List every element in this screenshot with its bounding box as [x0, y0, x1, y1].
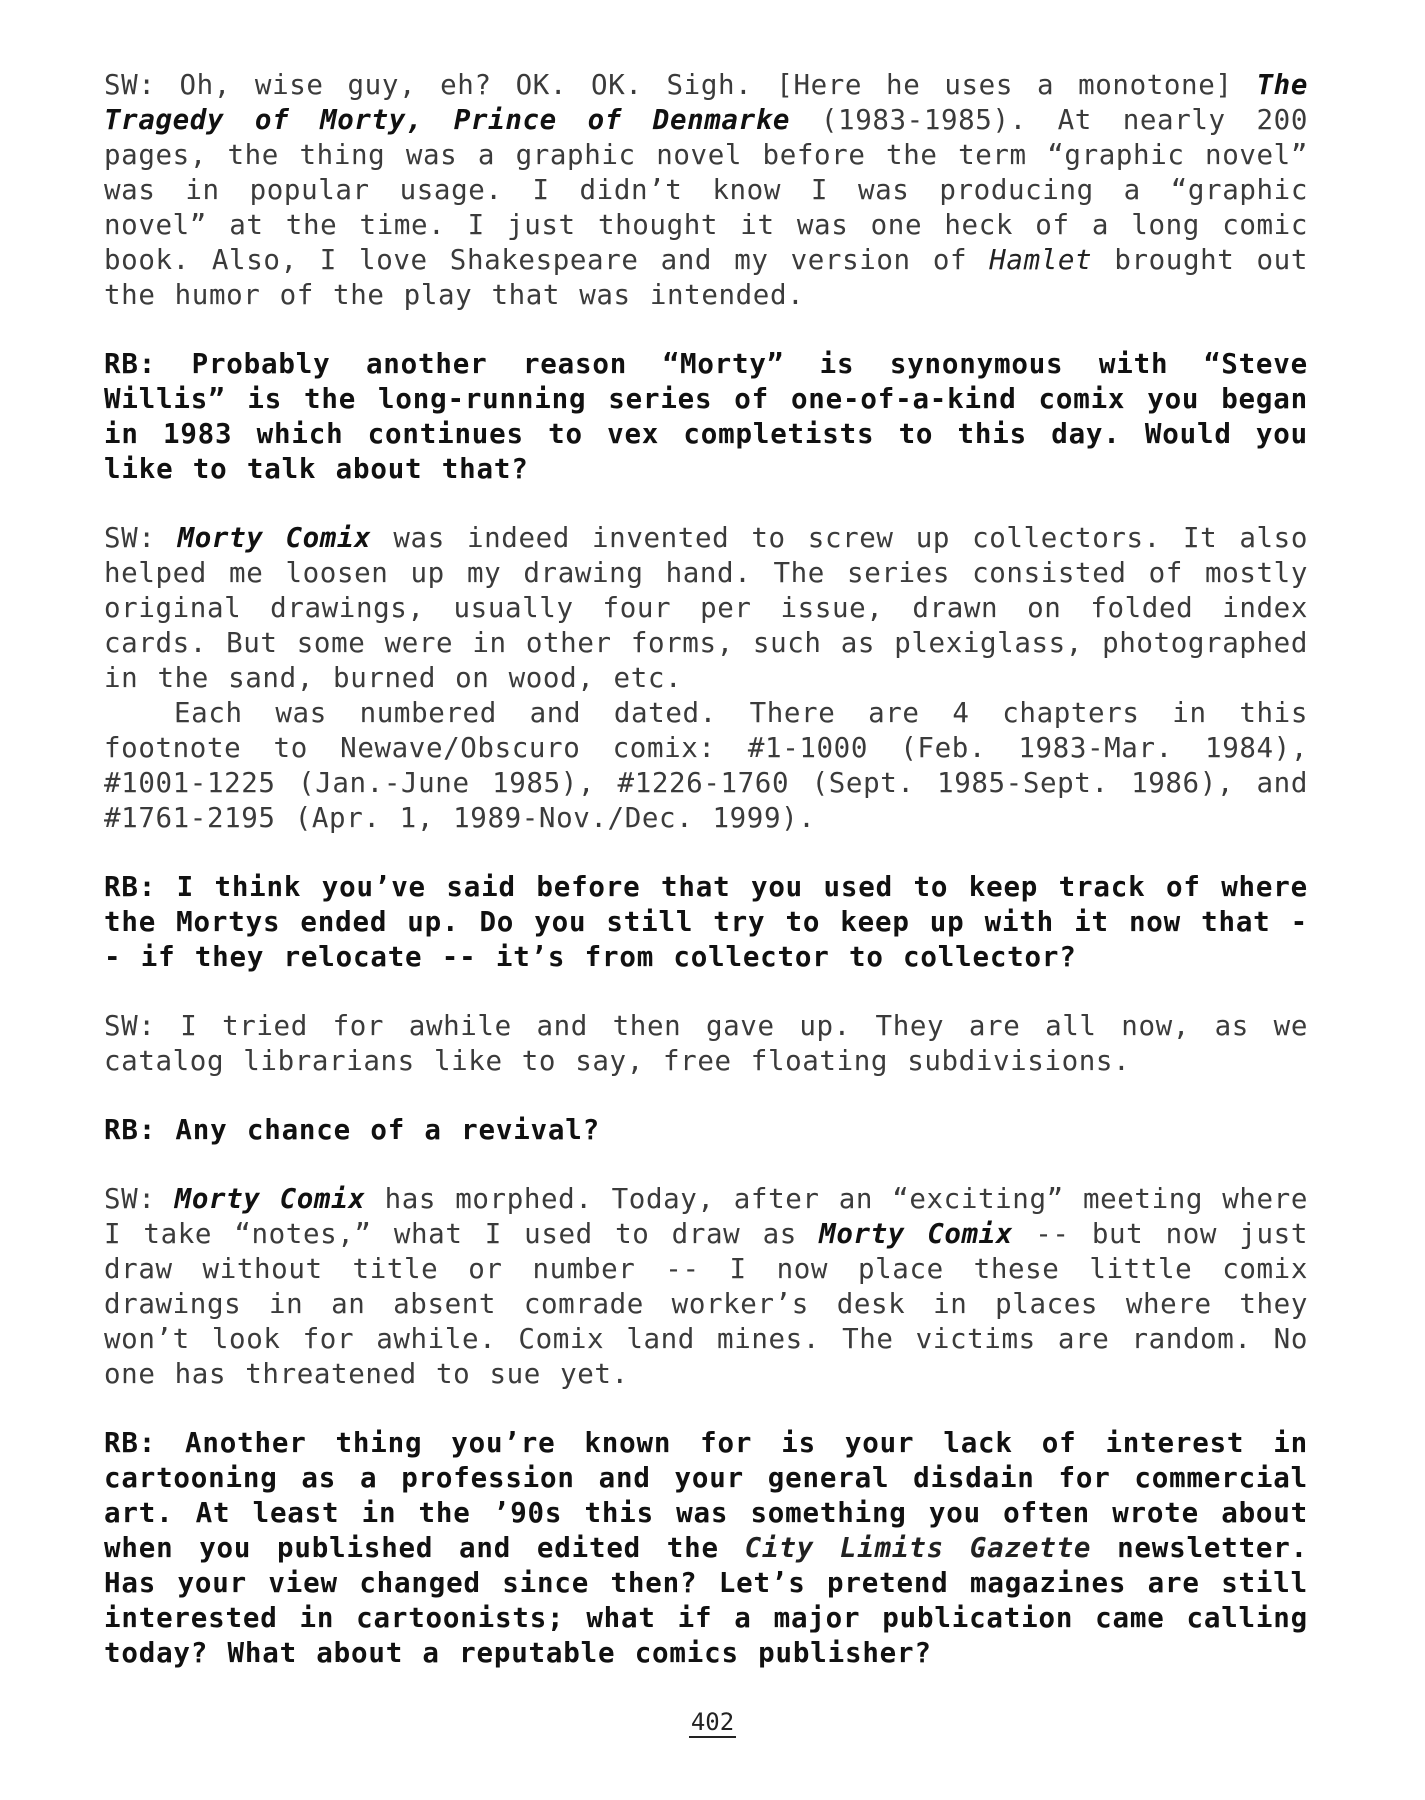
- text-segment: RB: Probably another reason “Morty” is synonymous with “Steve Willis” is the long-running series of one-of-a-kind comix you began in 1983 which continues to vex completists to this day. Would you like to talk about that?: [104, 348, 1308, 485]
- text-segment: RB: Any chance of a revival?: [104, 1114, 600, 1146]
- text-segment: SW: Oh, wise guy, eh? OK. OK. Sigh. [Here he uses a monotone]: [104, 69, 1257, 101]
- paragraph-sw-3: [104, 1009, 1308, 1079]
- series-title: Morty Comix: [819, 1218, 1013, 1250]
- book-title: Hamlet: [989, 244, 1093, 276]
- series-title: Morty Comix: [177, 522, 372, 554]
- book-title: The Tragedy of Morty, Prince of Denmarke: [104, 69, 1308, 136]
- paragraph-rb-question-3: [104, 1113, 1308, 1148]
- paragraph-rb-question-4: [104, 1426, 1308, 1671]
- text-segment: -- but now just draw without title or number -- I now place these little comix drawings in an absent comrade worker’s desk in places where they won’t look for awhile. Comix land mines. The victims are random. No one has threatened to sue yet.: [104, 1218, 1308, 1390]
- paragraph-continuation: Each was numbered and dated. There are 4 chapters in this footnote to Newave/Obscuro comix: #1-1000 (Feb. 1983-Mar. 1984), #1001-1225 (Jan.-June 1985), #1226-1760 (Sept. 1985-Sept. 1986), and #1761-2195 (Apr. 1, 1989-Nov./Dec. 1999).: [104, 697, 1308, 834]
- text-segment: SW:: [104, 1183, 175, 1215]
- page-number-label: 402: [690, 1708, 735, 1736]
- text-segment: has morphed. Today, after an “exciting” meeting where I take “notes,” what I used to draw as: [104, 1183, 1308, 1250]
- paragraph-rb-question-2: [104, 870, 1308, 975]
- paragraph-sw-2: [104, 521, 1308, 836]
- series-title: Morty Comix: [174, 1183, 366, 1215]
- text-segment: was indeed invented to screw up collectors. It also helped me loosen up my drawing hand. The series consisted of mostly original drawings, usually four per issue, drawn on folded index cards. But some were in other forms, such as plexiglass, photographed in the sand, burned on wood, etc.: [104, 522, 1308, 694]
- text-segment: SW: I tried for awhile and then gave up. They are all now, as we catalog librarians like to say, free floating subdivisions.: [104, 1010, 1308, 1077]
- text-segment: brought out the humor of the play that was intended.: [104, 244, 1308, 311]
- paragraph-sw-4: [104, 1182, 1308, 1392]
- interview-body: [104, 68, 1308, 1671]
- text-segment: SW:: [104, 522, 178, 554]
- publication-title: City Limits Gazette: [744, 1532, 1092, 1564]
- page-number: [0, 1708, 1425, 1736]
- text-segment: RB: I think you’ve said before that you used to keep track of where the Mortys ended up. Do you still try to keep up with it now that -- if they relocate -- it’s from collector to collector?: [104, 871, 1308, 973]
- text-segment: newsletter. Has your view changed since then? Let’s pretend magazines are still interested in cartoonists; what if a major publication came calling today? What about a reputable comics publisher?: [104, 1532, 1308, 1669]
- text-segment: RB: Another thing you’re known for is your lack of interest in cartooning as a profession and your general disdain for commercial art. At least in the ’90s this was something you often wrote about when you published and edited the: [104, 1427, 1308, 1564]
- paragraph-rb-question-1: [104, 347, 1308, 487]
- paragraph-sw-1: [104, 68, 1308, 313]
- text-segment: (1983-1985). At nearly 200 pages, the thing was a graphic novel before the term “graphic novel” was in popular usage. I didn’t know I was producing a “graphic novel” at the time. I just thought it was one heck of a long comic book. Also, I love Shakespeare and my version of: [104, 104, 1308, 276]
